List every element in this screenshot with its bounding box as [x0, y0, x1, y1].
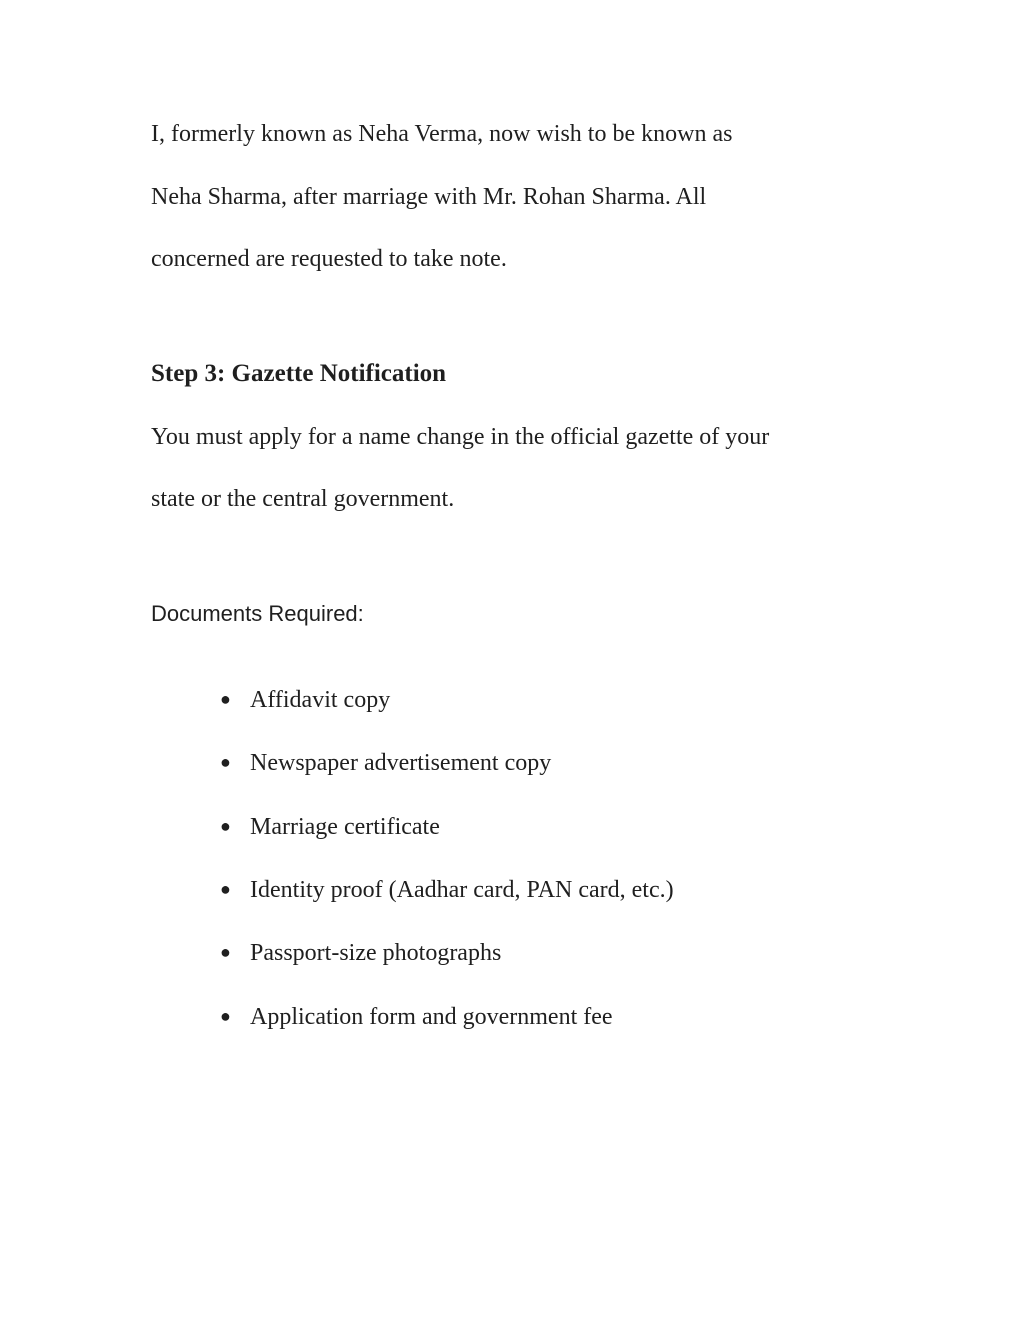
bullet-icon: ● [220, 689, 231, 709]
documents-heading: Documents Required: [151, 601, 364, 626]
list-item-text: Application form and government fee [250, 1004, 613, 1030]
step3-heading: Step 3: Gazette Notification [151, 360, 447, 387]
intro-line: concerned are requested to take note. [151, 246, 507, 272]
list-item [220, 938, 501, 967]
list-item [220, 748, 551, 777]
list-item-text: Passport-size photographs [250, 940, 502, 966]
list-item-text: Affidavit copy [250, 687, 391, 713]
list-item [220, 1002, 613, 1031]
list-item [220, 875, 674, 904]
bullet-icon: ● [220, 816, 231, 836]
list-item-text: Identity proof (Aadhar card, PAN card, etc.) [250, 877, 674, 903]
step3-body-line: state or the central government. [151, 486, 455, 512]
list-item-text: Newspaper advertisement copy [250, 750, 552, 776]
list-item [220, 685, 390, 714]
intro-line: I, formerly known as Neha Verma, now wish to be known as [151, 121, 733, 147]
intro-line: Neha Sharma, after marriage with Mr. Rohan Sharma. All [151, 184, 707, 210]
bullet-icon: ● [220, 879, 231, 899]
bullet-icon: ● [220, 752, 231, 772]
bullet-icon: ● [220, 942, 231, 962]
list-item-text: Marriage certificate [250, 814, 440, 840]
bullet-icon: ● [220, 1006, 231, 1026]
list-item [220, 812, 440, 841]
step3-body-line: You must apply for a name change in the official gazette of your [151, 424, 770, 450]
